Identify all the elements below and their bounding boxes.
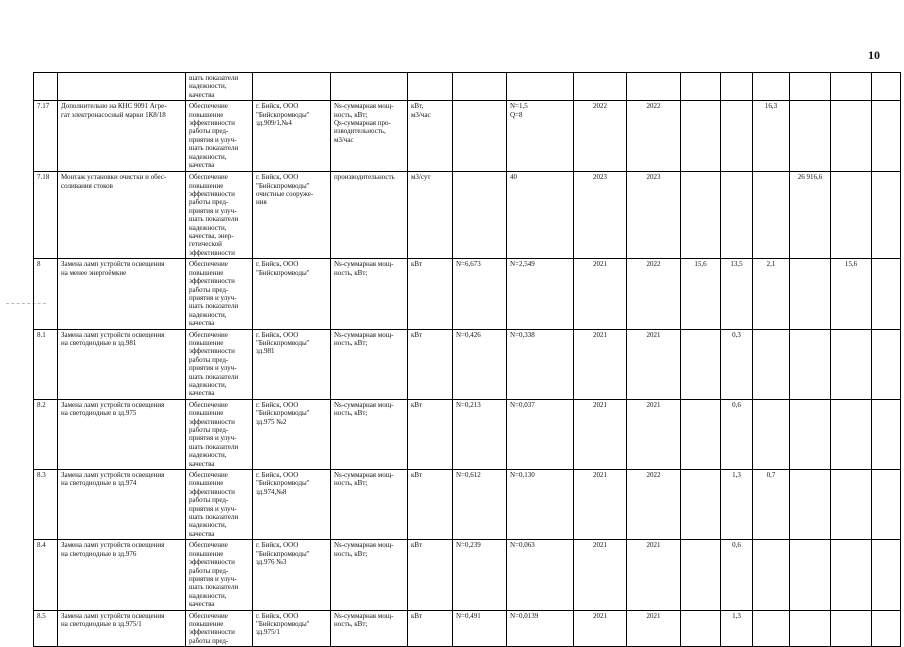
year-end: 2021 [627,540,681,610]
cost-value-6 [872,259,901,329]
table-row [34,329,901,399]
cost-value-4: 26 916,6 [790,172,831,259]
value-before: N=0,426 [453,329,507,399]
row-number: 8.2 [34,399,58,469]
year-start: 2021 [574,540,627,610]
cost-value-5 [831,73,872,101]
goal-text: Обеспечение повышение эффективности работы пред- приятия и улуч- шать показатели надежности, качества [186,259,253,329]
location-text: г. Бийск, ООО "Бийскпромводы" зд.981 [253,329,331,399]
year-start: 2021 [574,399,627,469]
measure-name: Замена ламп устройств освещения на светодиодные в зд.981 [58,329,186,399]
location-text: г. Бийск, ООО "Бийскпромводы" зд.975 №2 [253,399,331,469]
value-before: N=0,491 [453,610,507,647]
cost-value-2: 1,3 [721,610,753,647]
year-end [627,73,681,101]
cost-value-3: 0,7 [753,470,790,540]
measures-table [33,72,901,647]
year-start: 2021 [574,470,627,540]
cost-value-2: 0,6 [721,399,753,469]
cost-value-6 [872,101,901,172]
cost-value-1 [681,73,721,101]
value-after: N=0,037 [507,399,574,469]
cost-value-3 [753,399,790,469]
location-text: г. Бийск, ООО "Бийскпромводы" [253,259,331,329]
cost-value-5 [831,172,872,259]
cost-value-1 [681,329,721,399]
cost-value-6 [872,610,901,647]
cost-value-3 [753,73,790,101]
value-before: N=0,612 [453,470,507,540]
cost-value-1 [681,172,721,259]
cost-value-2: 0,3 [721,329,753,399]
goal-text: Обеспечение повышение эффективности работы пред- приятия и улуч- шать показатели надежности, качества [186,329,253,399]
cost-value-4 [790,540,831,610]
unit-text: кВт [408,540,453,610]
unit-text: кВт [408,399,453,469]
cost-value-6 [872,172,901,259]
cost-value-6 [872,540,901,610]
indicator-text: Ns-суммарная мощ- ность, кВт; [331,540,408,610]
measure-name: Дополнительно на КНС 9091 Агре- гат электронасосный марки 1К8/18 [58,101,186,172]
value-before: N=0,239 [453,540,507,610]
goal-text: Обеспечение повышение эффективности работы пред- [186,610,253,647]
row-number: 8.3 [34,470,58,540]
year-start: 2021 [574,329,627,399]
cost-value-1 [681,101,721,172]
year-start: 2023 [574,172,627,259]
year-start: 2022 [574,101,627,172]
cost-value-2: 0,6 [721,540,753,610]
goal-text: шать показатели надежности, качества [186,73,253,101]
cost-value-1 [681,610,721,647]
year-end: 2021 [627,329,681,399]
unit-text: кВт [408,259,453,329]
indicator-text: Ns-суммарная мощ- ность, кВт; [331,329,408,399]
value-after: N=0,130 [507,470,574,540]
indicator-text: Ns-суммарная мощ- ность, кВт; [331,399,408,469]
cost-value-3 [753,540,790,610]
year-end: 2021 [627,399,681,469]
goal-text: Обеспечение повышение эффективности работы пред- приятия и улуч- шать показатели надежности, качества [186,540,253,610]
year-end: 2022 [627,470,681,540]
cost-value-5 [831,101,872,172]
location-text: г. Бийск, ООО "Бийскпромводы" зд.909/1,№4 [253,101,331,172]
value-before [453,172,507,259]
cost-value-5: 15,6 [831,259,872,329]
cost-value-5 [831,329,872,399]
location-text: г. Бийск, ООО "Бийскпромводы" зд.976 №3 [253,540,331,610]
measure-name: Монтаж установки очистки и обес- соливания стоков [58,172,186,259]
year-end: 2023 [627,172,681,259]
row-number: 7.17 [34,101,58,172]
cost-value-3: 2,1 [753,259,790,329]
cost-value-3 [753,610,790,647]
table-row [34,172,901,259]
cost-value-4 [790,259,831,329]
cost-value-5 [831,610,872,647]
value-before: N=6,673 [453,259,507,329]
measure-name: Замена ламп устройств освещения на светодиодные в зд.975 [58,399,186,469]
location-text: г. Бийск, ООО "Бийскпромводы" очистные сооруже- ния [253,172,331,259]
unit-text: м3/сут [408,172,453,259]
table-row [34,101,901,172]
cost-value-1 [681,540,721,610]
indicator-text: Ns-суммарная мощ- ность, кВт; Qs-суммарная про- изводительность, м3/час [331,101,408,172]
measure-name: Замена ламп устройств освещения на светодиодные в зд.974 [58,470,186,540]
table-row [34,259,901,329]
cost-value-5 [831,399,872,469]
cost-value-1: 15,6 [681,259,721,329]
measure-name: Замена ламп устройств освещения на светодиодные в зд.975/1 [58,610,186,647]
table-row [34,73,901,101]
table-row [34,470,901,540]
cost-value-3: 16,3 [753,101,790,172]
cost-value-2 [721,73,753,101]
indicator-text: Ns-суммарная мощ- ность, кВт; [331,470,408,540]
value-after: 40 [507,172,574,259]
cost-value-4 [790,73,831,101]
cost-value-4 [790,399,831,469]
indicator-text: Ns-суммарная мощ- ность, кВт; [331,259,408,329]
unit-text: кВт [408,610,453,647]
value-after: N=2,549 [507,259,574,329]
goal-text: Обеспечение повышение эффективности работы пред- приятия и улуч- шать показатели надежности, качества [186,470,253,540]
cost-value-2: 13,5 [721,259,753,329]
value-after: N=0,0139 [507,610,574,647]
cost-value-4 [790,329,831,399]
year-start: 2021 [574,259,627,329]
cost-value-1 [681,399,721,469]
value-before: N=0,213 [453,399,507,469]
value-after [507,73,574,101]
row-number: 8 [34,259,58,329]
cost-value-6 [872,329,901,399]
row-number: 8.1 [34,329,58,399]
table-row [34,610,901,647]
row-number: 8.5 [34,610,58,647]
unit-text [408,73,453,101]
location-text: г. Бийск, ООО "Бийскпромводы" зд.975/1 [253,610,331,647]
cost-value-4 [790,610,831,647]
measure-name [58,73,186,101]
location-text: г. Бийск, ООО "Бийскпромводы" зд.974,№8 [253,470,331,540]
cost-value-3 [753,172,790,259]
measure-name: Замена ламп устройств освещения на менее энергоёмкие [58,259,186,329]
indicator-text [331,73,408,101]
value-after: N=1,5 Q=8 [507,101,574,172]
table-row [34,399,901,469]
goal-text: Обеспечение повышение эффективности работы пред- приятия и улуч- шать показатели надежности, качества, энер- гетической эффективности [186,172,253,259]
location-text [253,73,331,101]
year-start [574,73,627,101]
goal-text: Обеспечение повышение эффективности работы пред- приятия и улуч- шать показатели надежности, качества [186,101,253,172]
value-after: N=0,063 [507,540,574,610]
year-end: 2022 [627,101,681,172]
value-before [453,73,507,101]
unit-text: кВт, м3/час [408,101,453,172]
cost-value-2 [721,172,753,259]
value-before [453,101,507,172]
table-row [34,540,901,610]
cost-value-6 [872,399,901,469]
cost-value-4 [790,101,831,172]
row-number: 8.4 [34,540,58,610]
cost-value-2: 1,3 [721,470,753,540]
measure-name: Замена ламп устройств освещения на светодиодные в зд.976 [58,540,186,610]
row-number: 7.18 [34,172,58,259]
indicator-text: производительность [331,172,408,259]
goal-text: Обеспечение повышение эффективности работы пред- приятия и улуч- шать показатели надежности, качества [186,399,253,469]
page-number: 10 [868,48,880,62]
cost-value-5 [831,470,872,540]
cost-value-1 [681,470,721,540]
cost-value-6 [872,73,901,101]
unit-text: кВт [408,470,453,540]
indicator-text: Ns-суммарная мощ- ность, кВт; [331,610,408,647]
cost-value-2 [721,101,753,172]
year-start: 2021 [574,610,627,647]
cost-value-6 [872,470,901,540]
cost-value-5 [831,540,872,610]
cost-value-3 [753,329,790,399]
year-end: 2021 [627,610,681,647]
unit-text: кВт [408,329,453,399]
value-after: N=0,338 [507,329,574,399]
cost-value-4 [790,470,831,540]
row-number [34,73,58,101]
year-end: 2022 [627,259,681,329]
